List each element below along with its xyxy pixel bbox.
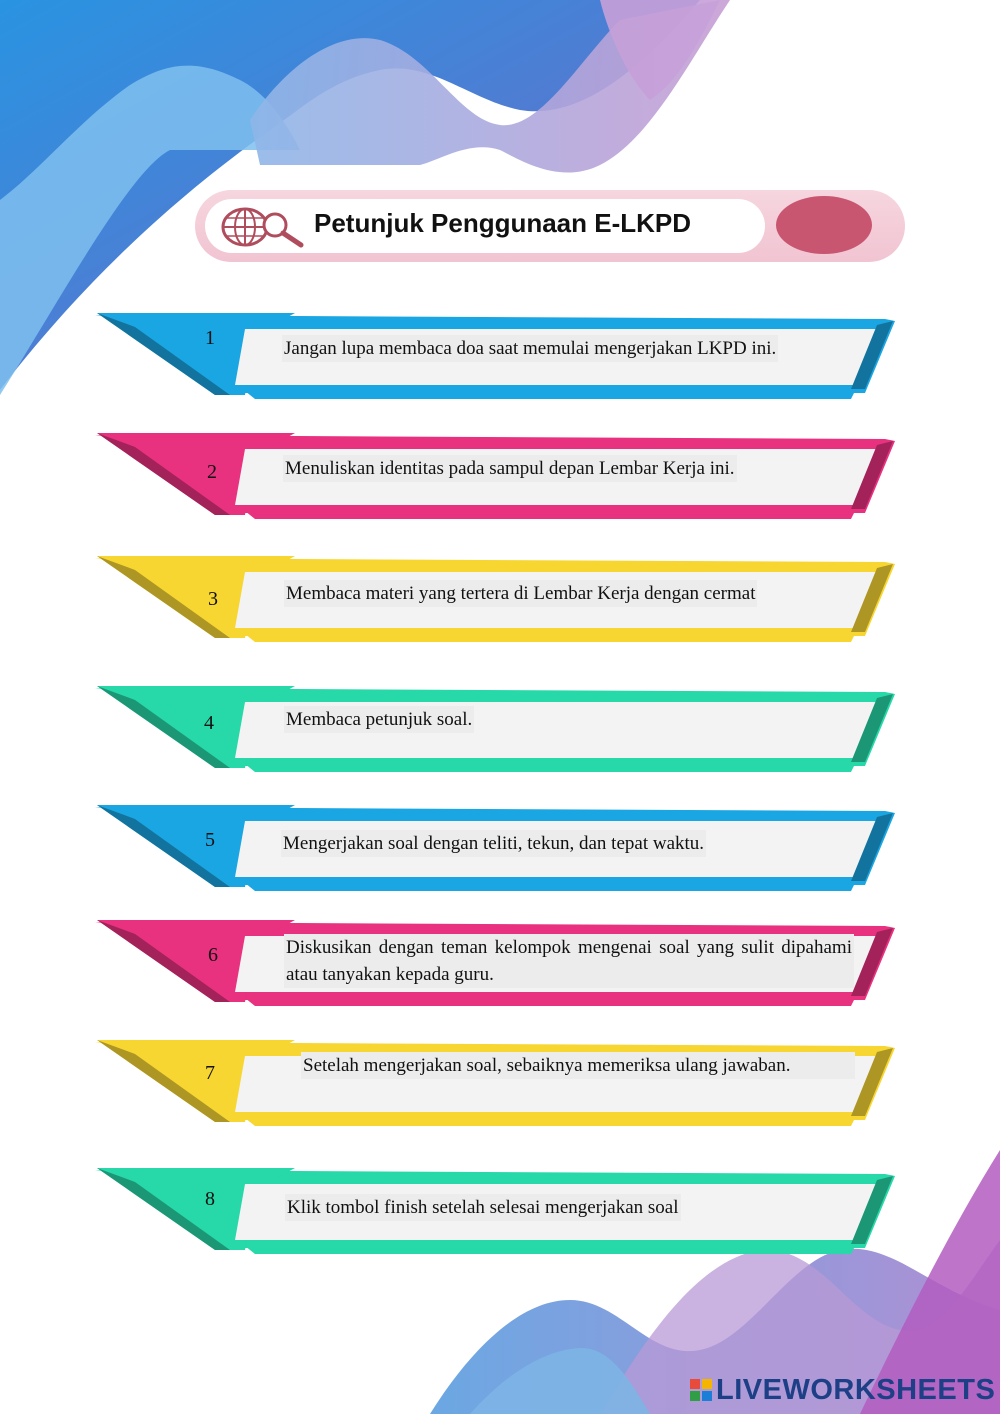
instruction-step-1 [95, 305, 895, 400]
banner-part-3 [245, 511, 855, 519]
step-number: 7 [205, 1062, 215, 1084]
instruction-step-4 [95, 678, 895, 773]
step-number: 1 [205, 327, 215, 349]
instruction-step-3 [95, 548, 895, 643]
step-text: Mengerjakan soal dengan teliti, tekun, dan tepat waktu. [281, 830, 706, 857]
banner-part-3 [245, 1246, 855, 1254]
step-text: Klik tombol finish setelah selesai mengerjakan soal [285, 1194, 681, 1221]
banner-part-3 [245, 391, 855, 399]
globe-search-icon [215, 205, 305, 249]
title-decoration-circle [776, 196, 872, 254]
step-number: 4 [204, 712, 214, 734]
banner-part-3 [245, 764, 855, 772]
step-text: Membaca petunjuk soal. [284, 706, 474, 733]
logo-icon [690, 1379, 712, 1401]
banner-part-3 [245, 998, 855, 1006]
step-text: Jangan lupa membaca doa saat memulai mengerjakan LKPD ini. [282, 335, 778, 362]
banner-part-3 [245, 1118, 855, 1126]
step-text: Diskusikan dengan teman kelompok mengenai soal yang sulit dipahami atau tanyakan kepada guru. [284, 934, 854, 988]
logo-text: LIVEWORKSHEETS [716, 1374, 996, 1406]
step-number: 2 [207, 461, 217, 483]
step-number: 3 [208, 588, 218, 610]
banner-part-3 [245, 883, 855, 891]
banner-part-3 [245, 634, 855, 642]
instruction-step-2 [95, 425, 895, 520]
step-text: Menuliskan identitas pada sampul depan Lembar Kerja ini. [283, 455, 737, 482]
instruction-step-5 [95, 797, 895, 892]
instruction-step-7 [95, 1032, 895, 1127]
step-text: Setelah mengerjakan soal, sebaiknya memeriksa ulang jawaban. [301, 1052, 855, 1079]
step-number: 6 [208, 944, 218, 966]
instruction-step-8 [95, 1160, 895, 1255]
step-number: 5 [205, 829, 215, 851]
step-text: Membaca materi yang tertera di Lembar Kerja dengan cermat [284, 580, 757, 607]
instruction-step-6 [95, 912, 895, 1007]
step-number: 8 [205, 1188, 215, 1210]
liveworksheets-logo [690, 1374, 995, 1407]
page-title: Petunjuk Penggunaan E-LKPD [314, 208, 692, 238]
